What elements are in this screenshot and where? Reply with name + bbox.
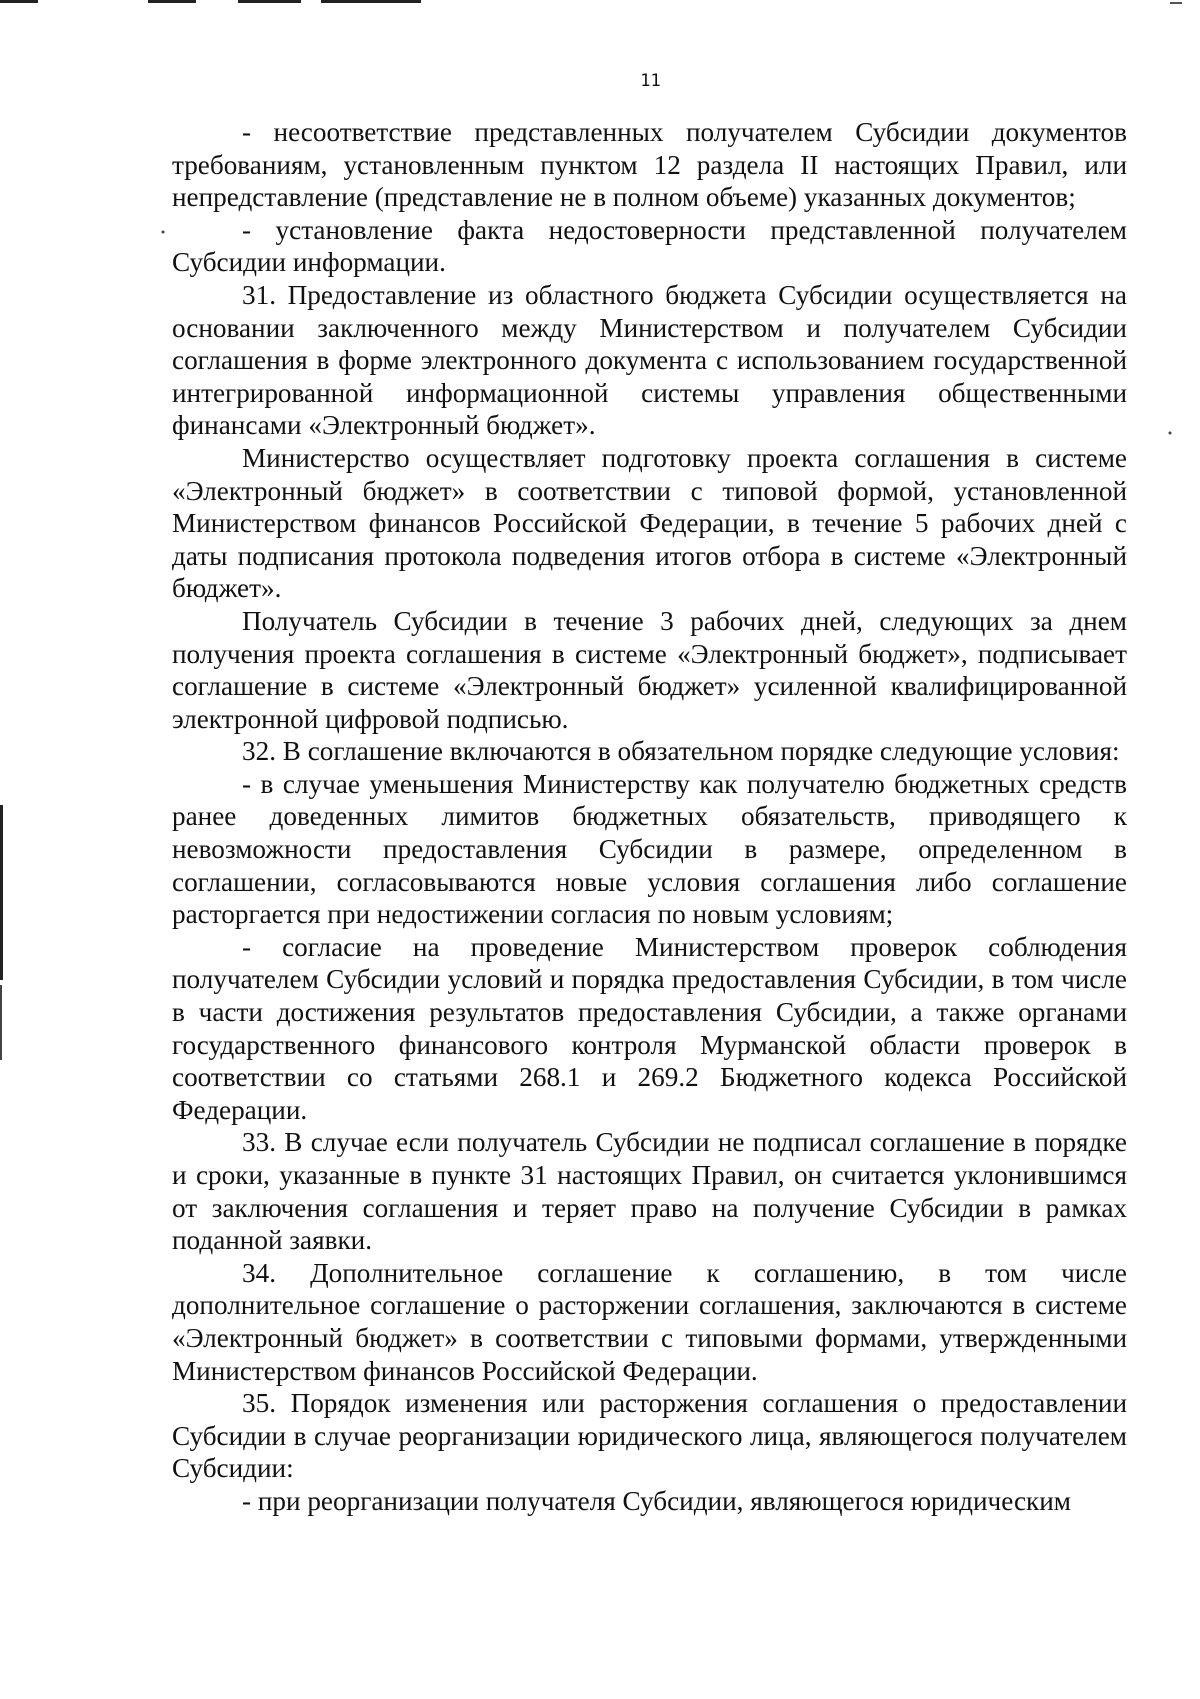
paragraph-35-reorganization: - при реорганизации получателя Субсидии, являющегося юридическим <box>242 1485 1071 1516</box>
paragraph-32-audit-consent: - согласие на проведение Министерством проверок соблюдения получателем Субсидии условий и порядка предоставления Субсидии, в том числе в части достижения результатов предоставления Субсидии, а также органами государственного финансового контроля Мурманской области проверок в соответствии со статьями 268.1 и 269.2 Бюджетного кодекса Российской Федерации. <box>172 931 1127 1125</box>
paragraph-33: 33. В случае если получатель Субсидии не подписал соглашение в порядке и сроки, указанные в пункте 31 настоящих Правил, он считается уклонившимся от заключения соглашения и теряет право на получение Субсидии в рамках поданной заявки. <box>172 1127 1127 1256</box>
page-number: 11 <box>640 71 661 91</box>
paragraph-32-limits-reduction: - в случае уменьшения Министерству как получателю бюджетных средств ранее доведенных лимитов бюджетных обязательств, приводящего к невозможности предоставления Субсидии в размере, определенном в соглашении, согласовываются новые условия соглашения либо соглашение расторгается при недостижении согласия по новым условиям; <box>172 768 1127 930</box>
document-page <box>172 70 1127 1518</box>
paragraph-item-unreliable-info: - установление факта недостоверности представленной получателем Субсидии информации. <box>172 214 1127 278</box>
paragraph-32: 32. В соглашение включаются в обязательном порядке следующие условия: <box>242 736 1120 767</box>
paragraph-31-ministry-draft: Министерство осуществляет подготовку проекта соглашения в системе «Электронный бюджет» в соответствии с типовой формой, установленной Министерством финансов Российской Федерации, в течение 5 рабочих дней с даты подписания протокола подведения итогов отбора в системе «Электронный бюджет». <box>172 442 1127 604</box>
paragraph-35: 35. Порядок изменения или расторжения соглашения о предоставлении Субсидии в случае реорганизации юридического лица, являющегося получателем Субсидии: <box>172 1388 1127 1484</box>
paragraph-item-mismatch: - несоответствие представленных получателем Субсидии документов требованиям, установленным пунктом 12 раздела II настоящих Правил, или непредставление (представление не в полном объеме) указанных документов; <box>172 117 1127 213</box>
paragraph-31: 31. Предоставление из областного бюджета Субсидии осуществляется на основании заключенного между Министерством и получателем Субсидии соглашения в форме электронного документа с использованием государственной интегрированной информационной системы управления общественными финансами «Электронный бюджет». <box>172 279 1127 441</box>
paragraph-31-recipient-signs: Получатель Субсидии в течение 3 рабочих дней, следующих за днем получения проекта соглашения в системе «Электронный бюджет», подписывает соглашение в системе «Электронный бюджет» усиленной квалифицированной электронной цифровой подписью. <box>172 605 1127 734</box>
paragraph-34: 34. Дополнительное соглашение к соглашению, в том числе дополнительное соглашение о расторжении соглашения, заключаются в системе «Электронный бюджет» в соответствии с типовыми формами, утвержденными Министерством финансов Российской Федерации. <box>172 1257 1127 1386</box>
